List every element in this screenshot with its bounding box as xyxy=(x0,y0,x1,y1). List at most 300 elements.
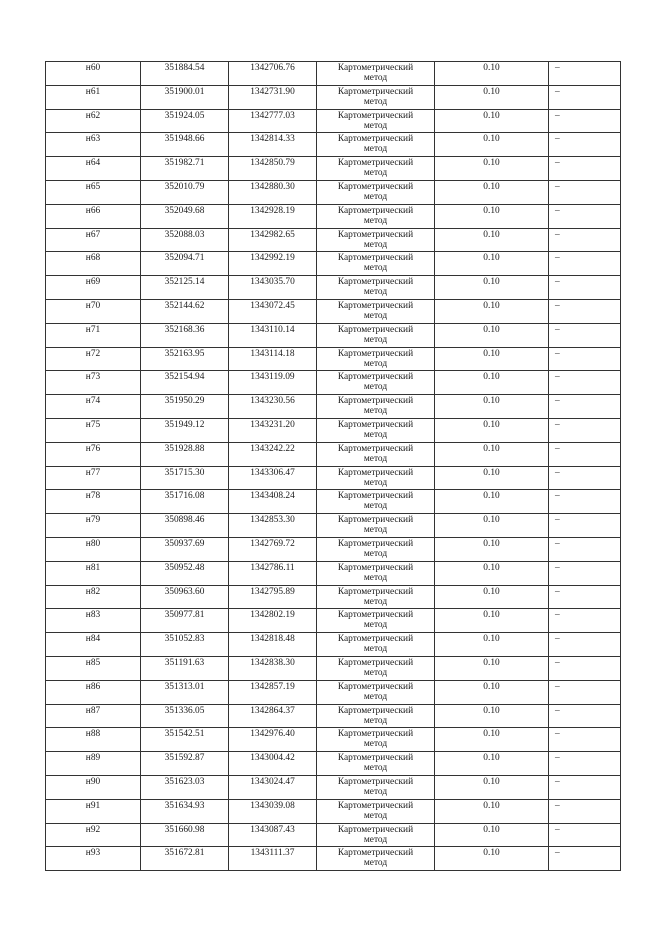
table-row xyxy=(46,299,621,323)
note-cell xyxy=(549,371,621,395)
method-text-line1: Картометрический xyxy=(337,181,414,192)
method-text-line2: метод xyxy=(363,525,388,536)
y-coordinate-text: 1343111.37 xyxy=(250,848,295,859)
note-text: – xyxy=(555,657,560,668)
accuracy-cell xyxy=(435,514,549,538)
method-text-line1: Картометрический xyxy=(337,443,414,454)
method-cell xyxy=(317,680,435,704)
x-coordinate-text: 352144.62 xyxy=(164,300,205,311)
x-coordinate-text: 352094.71 xyxy=(164,253,205,264)
method-text-line1: Картометрический xyxy=(337,705,414,716)
note-text: – xyxy=(555,515,560,526)
x-coordinate-text: 352163.95 xyxy=(164,348,205,359)
point-name-text: н60 xyxy=(85,63,101,73)
accuracy-cell xyxy=(435,62,549,86)
note-text: – xyxy=(555,753,560,764)
y-coordinate-cell xyxy=(229,442,317,466)
y-coordinate-cell xyxy=(229,371,317,395)
x-coordinate-cell xyxy=(141,490,229,514)
method-text-line1: Картометрический xyxy=(337,277,414,288)
note-text: – xyxy=(555,824,560,835)
point-name-cell xyxy=(46,371,141,395)
x-coordinate-cell xyxy=(141,799,229,823)
accuracy-text: 0.10 xyxy=(483,657,500,668)
x-coordinate-text: 351950.29 xyxy=(164,396,205,407)
coordinates-table xyxy=(45,61,621,871)
point-name-text: н64 xyxy=(85,158,101,169)
note-text: – xyxy=(555,467,560,478)
x-coordinate-cell xyxy=(141,180,229,204)
method-text-line2: метод xyxy=(363,287,388,298)
y-coordinate-cell xyxy=(229,728,317,752)
y-coordinate-text: 1342992.19 xyxy=(250,253,295,264)
point-name-text: н91 xyxy=(85,800,101,811)
y-coordinate-text: 1342880.30 xyxy=(250,181,295,192)
accuracy-cell xyxy=(435,823,549,847)
point-name-cell xyxy=(46,799,141,823)
note-cell xyxy=(549,133,621,157)
method-text-line2: метод xyxy=(363,620,388,631)
y-coordinate-text: 1342976.40 xyxy=(250,729,295,740)
method-text-line2: метод xyxy=(363,215,388,226)
method-text-line1: Картометрический xyxy=(337,158,414,169)
method-cell xyxy=(317,204,435,228)
note-text: – xyxy=(555,705,560,716)
note-cell xyxy=(549,252,621,276)
y-coordinate-text: 1342818.48 xyxy=(250,634,295,645)
method-text-line2: метод xyxy=(363,644,388,655)
x-coordinate-text: 351191.63 xyxy=(164,657,205,668)
accuracy-cell xyxy=(435,109,549,133)
y-coordinate-text: 1343087.43 xyxy=(250,824,295,835)
point-name-cell xyxy=(46,133,141,157)
x-coordinate-cell xyxy=(141,228,229,252)
accuracy-text: 0.10 xyxy=(483,491,500,502)
method-text-line2: метод xyxy=(363,763,388,774)
method-text-line1: Картометрический xyxy=(337,824,414,835)
accuracy-cell xyxy=(435,276,549,300)
table-row xyxy=(46,442,621,466)
method-text-line1: Картометрический xyxy=(337,515,414,526)
point-name-text: н76 xyxy=(85,443,101,454)
note-cell xyxy=(549,228,621,252)
method-text-line2: метод xyxy=(363,168,388,179)
note-text: – xyxy=(555,158,560,169)
method-cell xyxy=(317,323,435,347)
method-cell xyxy=(317,799,435,823)
x-coordinate-text: 352088.03 xyxy=(164,229,205,240)
y-coordinate-cell xyxy=(229,680,317,704)
note-text: – xyxy=(555,610,560,621)
y-coordinate-text: 1343306.47 xyxy=(250,467,295,478)
method-text-line2: метод xyxy=(363,382,388,393)
y-coordinate-text: 1342769.72 xyxy=(250,538,295,549)
method-text-line2: метод xyxy=(363,691,388,702)
accuracy-cell xyxy=(435,847,549,871)
x-coordinate-text: 352125.14 xyxy=(164,277,205,288)
method-cell xyxy=(317,133,435,157)
method-text-line2: метод xyxy=(363,501,388,512)
y-coordinate-cell xyxy=(229,62,317,86)
y-coordinate-cell xyxy=(229,228,317,252)
point-name-cell xyxy=(46,180,141,204)
accuracy-text: 0.10 xyxy=(483,538,500,549)
x-coordinate-text: 350937.69 xyxy=(164,538,205,549)
method-text-line1: Картометрический xyxy=(337,324,414,335)
x-coordinate-text: 352049.68 xyxy=(164,205,205,216)
method-text-line1: Картометрический xyxy=(337,300,414,311)
note-text: – xyxy=(555,419,560,430)
table-row xyxy=(46,133,621,157)
point-name-text: н67 xyxy=(85,229,101,240)
method-text-line2: метод xyxy=(363,73,388,83)
y-coordinate-text: 1343242.22 xyxy=(250,443,295,454)
note-text: – xyxy=(555,443,560,454)
x-coordinate-cell xyxy=(141,680,229,704)
y-coordinate-cell xyxy=(229,752,317,776)
accuracy-cell xyxy=(435,752,549,776)
x-coordinate-text: 351592.87 xyxy=(164,753,205,764)
y-coordinate-text: 1343408.24 xyxy=(250,491,295,502)
table-row xyxy=(46,228,621,252)
accuracy-text: 0.10 xyxy=(483,134,500,145)
x-coordinate-text: 351313.01 xyxy=(164,681,205,692)
method-text-line1: Картометрический xyxy=(337,610,414,621)
table-row xyxy=(46,109,621,133)
y-coordinate-text: 1342795.89 xyxy=(250,586,295,597)
coordinates-table-body xyxy=(46,62,621,871)
method-cell xyxy=(317,157,435,181)
note-cell xyxy=(549,823,621,847)
point-name-cell xyxy=(46,62,141,86)
point-name-cell xyxy=(46,276,141,300)
method-cell xyxy=(317,371,435,395)
x-coordinate-cell xyxy=(141,823,229,847)
method-cell xyxy=(317,228,435,252)
accuracy-cell xyxy=(435,799,549,823)
method-text-line2: метод xyxy=(363,406,388,417)
y-coordinate-text: 1343024.47 xyxy=(250,776,295,787)
y-coordinate-cell xyxy=(229,537,317,561)
accuracy-cell xyxy=(435,418,549,442)
table-row xyxy=(46,823,621,847)
x-coordinate-cell xyxy=(141,299,229,323)
point-name-text: н89 xyxy=(85,753,101,764)
method-cell xyxy=(317,180,435,204)
table-row xyxy=(46,204,621,228)
method-text-line2: метод xyxy=(363,548,388,559)
note-cell xyxy=(549,514,621,538)
y-coordinate-cell xyxy=(229,323,317,347)
note-text: – xyxy=(555,134,560,145)
accuracy-text: 0.10 xyxy=(483,300,500,311)
y-coordinate-cell xyxy=(229,704,317,728)
method-text-line2: метод xyxy=(363,239,388,250)
note-cell xyxy=(549,180,621,204)
y-coordinate-text: 1342802.19 xyxy=(250,610,295,621)
x-coordinate-text: 351949.12 xyxy=(164,419,205,430)
accuracy-cell xyxy=(435,252,549,276)
table-row xyxy=(46,418,621,442)
x-coordinate-text: 350977.81 xyxy=(164,610,205,621)
method-cell xyxy=(317,466,435,490)
y-coordinate-text: 1342814.33 xyxy=(250,134,295,145)
point-name-text: н62 xyxy=(85,110,101,121)
y-coordinate-text: 1343114.18 xyxy=(250,348,295,359)
point-name-text: н77 xyxy=(85,467,101,478)
accuracy-cell xyxy=(435,371,549,395)
note-text: – xyxy=(555,110,560,121)
y-coordinate-cell xyxy=(229,799,317,823)
method-cell xyxy=(317,585,435,609)
y-coordinate-cell xyxy=(229,299,317,323)
point-name-text: н68 xyxy=(85,253,101,264)
y-coordinate-text: 1342731.90 xyxy=(250,86,295,97)
accuracy-text: 0.10 xyxy=(483,181,500,192)
x-coordinate-cell xyxy=(141,656,229,680)
method-text-line2: метод xyxy=(363,739,388,750)
method-text-line2: метод xyxy=(363,358,388,369)
accuracy-text: 0.10 xyxy=(483,729,500,740)
accuracy-text: 0.10 xyxy=(483,776,500,787)
method-cell xyxy=(317,85,435,109)
method-text-line2: метод xyxy=(363,191,388,202)
method-cell xyxy=(317,704,435,728)
point-name-text: н86 xyxy=(85,681,101,692)
y-coordinate-cell xyxy=(229,609,317,633)
note-text: – xyxy=(555,491,560,502)
note-cell xyxy=(549,704,621,728)
method-text-line1: Картометрический xyxy=(337,848,414,859)
note-cell xyxy=(549,728,621,752)
accuracy-cell xyxy=(435,656,549,680)
note-cell xyxy=(549,633,621,657)
x-coordinate-text: 351672.81 xyxy=(164,848,205,859)
x-coordinate-text: 350952.48 xyxy=(164,562,205,573)
y-coordinate-cell xyxy=(229,133,317,157)
note-text: – xyxy=(555,86,560,97)
y-coordinate-cell xyxy=(229,85,317,109)
note-text: – xyxy=(555,205,560,216)
x-coordinate-text: 351948.66 xyxy=(164,134,205,145)
note-text: – xyxy=(555,372,560,383)
y-coordinate-text: 1342864.37 xyxy=(250,705,295,716)
note-cell xyxy=(549,62,621,86)
x-coordinate-cell xyxy=(141,252,229,276)
note-text: – xyxy=(555,681,560,692)
point-name-text: н65 xyxy=(85,181,101,192)
point-name-text: н83 xyxy=(85,610,101,621)
y-coordinate-cell xyxy=(229,775,317,799)
note-text: – xyxy=(555,776,560,787)
note-cell xyxy=(549,323,621,347)
point-name-cell xyxy=(46,395,141,419)
x-coordinate-cell xyxy=(141,752,229,776)
x-coordinate-text: 351715.30 xyxy=(164,467,205,478)
x-coordinate-cell xyxy=(141,466,229,490)
x-coordinate-text: 351336.05 xyxy=(164,705,205,716)
point-name-cell xyxy=(46,704,141,728)
note-cell xyxy=(549,347,621,371)
note-text: – xyxy=(555,277,560,288)
accuracy-cell xyxy=(435,133,549,157)
note-text: – xyxy=(555,324,560,335)
x-coordinate-text: 351884.54 xyxy=(164,63,205,73)
y-coordinate-cell xyxy=(229,418,317,442)
note-cell xyxy=(549,276,621,300)
accuracy-text: 0.10 xyxy=(483,110,500,121)
method-text-line1: Картометрический xyxy=(337,253,414,264)
y-coordinate-cell xyxy=(229,204,317,228)
x-coordinate-text: 352168.36 xyxy=(164,324,205,335)
point-name-cell xyxy=(46,157,141,181)
point-name-text: н92 xyxy=(85,824,101,835)
method-text-line2: метод xyxy=(363,786,388,797)
point-name-cell xyxy=(46,466,141,490)
method-text-line2: метод xyxy=(363,477,388,488)
point-name-cell xyxy=(46,609,141,633)
method-cell xyxy=(317,537,435,561)
accuracy-text: 0.10 xyxy=(483,419,500,430)
point-name-text: н66 xyxy=(85,205,101,216)
y-coordinate-text: 1342838.30 xyxy=(250,657,295,668)
table-row xyxy=(46,799,621,823)
y-coordinate-cell xyxy=(229,585,317,609)
table-row xyxy=(46,633,621,657)
method-cell xyxy=(317,299,435,323)
table-row xyxy=(46,728,621,752)
point-name-cell xyxy=(46,680,141,704)
y-coordinate-text: 1343231.20 xyxy=(250,419,295,430)
accuracy-text: 0.10 xyxy=(483,158,500,169)
note-cell xyxy=(549,537,621,561)
point-name-cell xyxy=(46,728,141,752)
point-name-text: н79 xyxy=(85,515,101,526)
point-name-cell xyxy=(46,514,141,538)
method-text-line1: Картометрический xyxy=(337,134,414,145)
x-coordinate-cell xyxy=(141,561,229,585)
y-coordinate-text: 1343039.08 xyxy=(250,800,295,811)
method-text-line1: Картометрический xyxy=(337,491,414,502)
method-text-line1: Картометрический xyxy=(337,562,414,573)
y-coordinate-cell xyxy=(229,252,317,276)
table-row xyxy=(46,680,621,704)
method-text-line1: Картометрический xyxy=(337,467,414,478)
x-coordinate-cell xyxy=(141,418,229,442)
accuracy-cell xyxy=(435,728,549,752)
point-name-text: н88 xyxy=(85,729,101,740)
table-row xyxy=(46,775,621,799)
y-coordinate-text: 1342786.11 xyxy=(250,562,295,573)
method-text-line1: Картометрический xyxy=(337,776,414,787)
x-coordinate-text: 351982.71 xyxy=(164,158,205,169)
x-coordinate-cell xyxy=(141,537,229,561)
x-coordinate-cell xyxy=(141,133,229,157)
accuracy-cell xyxy=(435,157,549,181)
method-cell xyxy=(317,395,435,419)
point-name-text: н70 xyxy=(85,300,101,311)
point-name-cell xyxy=(46,490,141,514)
x-coordinate-text: 351542.51 xyxy=(164,729,205,740)
note-cell xyxy=(549,418,621,442)
y-coordinate-text: 1342857.19 xyxy=(250,681,295,692)
method-text-line2: метод xyxy=(363,596,388,607)
note-text: – xyxy=(555,300,560,311)
note-cell xyxy=(549,395,621,419)
y-coordinate-cell xyxy=(229,490,317,514)
note-text: – xyxy=(555,729,560,740)
accuracy-text: 0.10 xyxy=(483,848,500,859)
x-coordinate-text: 351716.08 xyxy=(164,491,205,502)
point-name-text: н73 xyxy=(85,372,101,383)
note-cell xyxy=(549,490,621,514)
method-cell xyxy=(317,633,435,657)
method-cell xyxy=(317,775,435,799)
y-coordinate-cell xyxy=(229,561,317,585)
note-text: – xyxy=(555,63,560,73)
table-row xyxy=(46,371,621,395)
table-row xyxy=(46,347,621,371)
y-coordinate-text: 1342850.79 xyxy=(250,158,295,169)
note-text: – xyxy=(555,586,560,597)
accuracy-cell xyxy=(435,775,549,799)
method-cell xyxy=(317,252,435,276)
table-row xyxy=(46,847,621,871)
accuracy-cell xyxy=(435,323,549,347)
method-text-line2: метод xyxy=(363,834,388,845)
note-text: – xyxy=(555,800,560,811)
method-cell xyxy=(317,514,435,538)
x-coordinate-cell xyxy=(141,204,229,228)
x-coordinate-cell xyxy=(141,775,229,799)
method-text-line2: метод xyxy=(363,120,388,131)
accuracy-cell xyxy=(435,204,549,228)
point-name-cell xyxy=(46,323,141,347)
note-cell xyxy=(549,109,621,133)
table-row xyxy=(46,323,621,347)
accuracy-cell xyxy=(435,680,549,704)
point-name-text: н78 xyxy=(85,491,101,502)
method-cell xyxy=(317,561,435,585)
accuracy-text: 0.10 xyxy=(483,443,500,454)
method-cell xyxy=(317,109,435,133)
point-name-cell xyxy=(46,442,141,466)
accuracy-text: 0.10 xyxy=(483,277,500,288)
table-row xyxy=(46,395,621,419)
x-coordinate-cell xyxy=(141,85,229,109)
method-cell xyxy=(317,418,435,442)
point-name-text: н90 xyxy=(85,776,101,787)
y-coordinate-text: 1342928.19 xyxy=(250,205,295,216)
x-coordinate-cell xyxy=(141,395,229,419)
point-name-text: н85 xyxy=(85,657,101,668)
accuracy-text: 0.10 xyxy=(483,705,500,716)
x-coordinate-text: 351623.03 xyxy=(164,776,205,787)
y-coordinate-text: 1342777.03 xyxy=(250,110,295,121)
y-coordinate-text: 1343072.45 xyxy=(250,300,295,311)
note-cell xyxy=(549,442,621,466)
point-name-text: н84 xyxy=(85,634,101,645)
x-coordinate-text: 351052.83 xyxy=(164,634,205,645)
x-coordinate-cell xyxy=(141,633,229,657)
table-row xyxy=(46,514,621,538)
point-name-cell xyxy=(46,418,141,442)
accuracy-cell xyxy=(435,180,549,204)
note-text: – xyxy=(555,562,560,573)
accuracy-text: 0.10 xyxy=(483,753,500,764)
table-row xyxy=(46,85,621,109)
method-cell xyxy=(317,609,435,633)
